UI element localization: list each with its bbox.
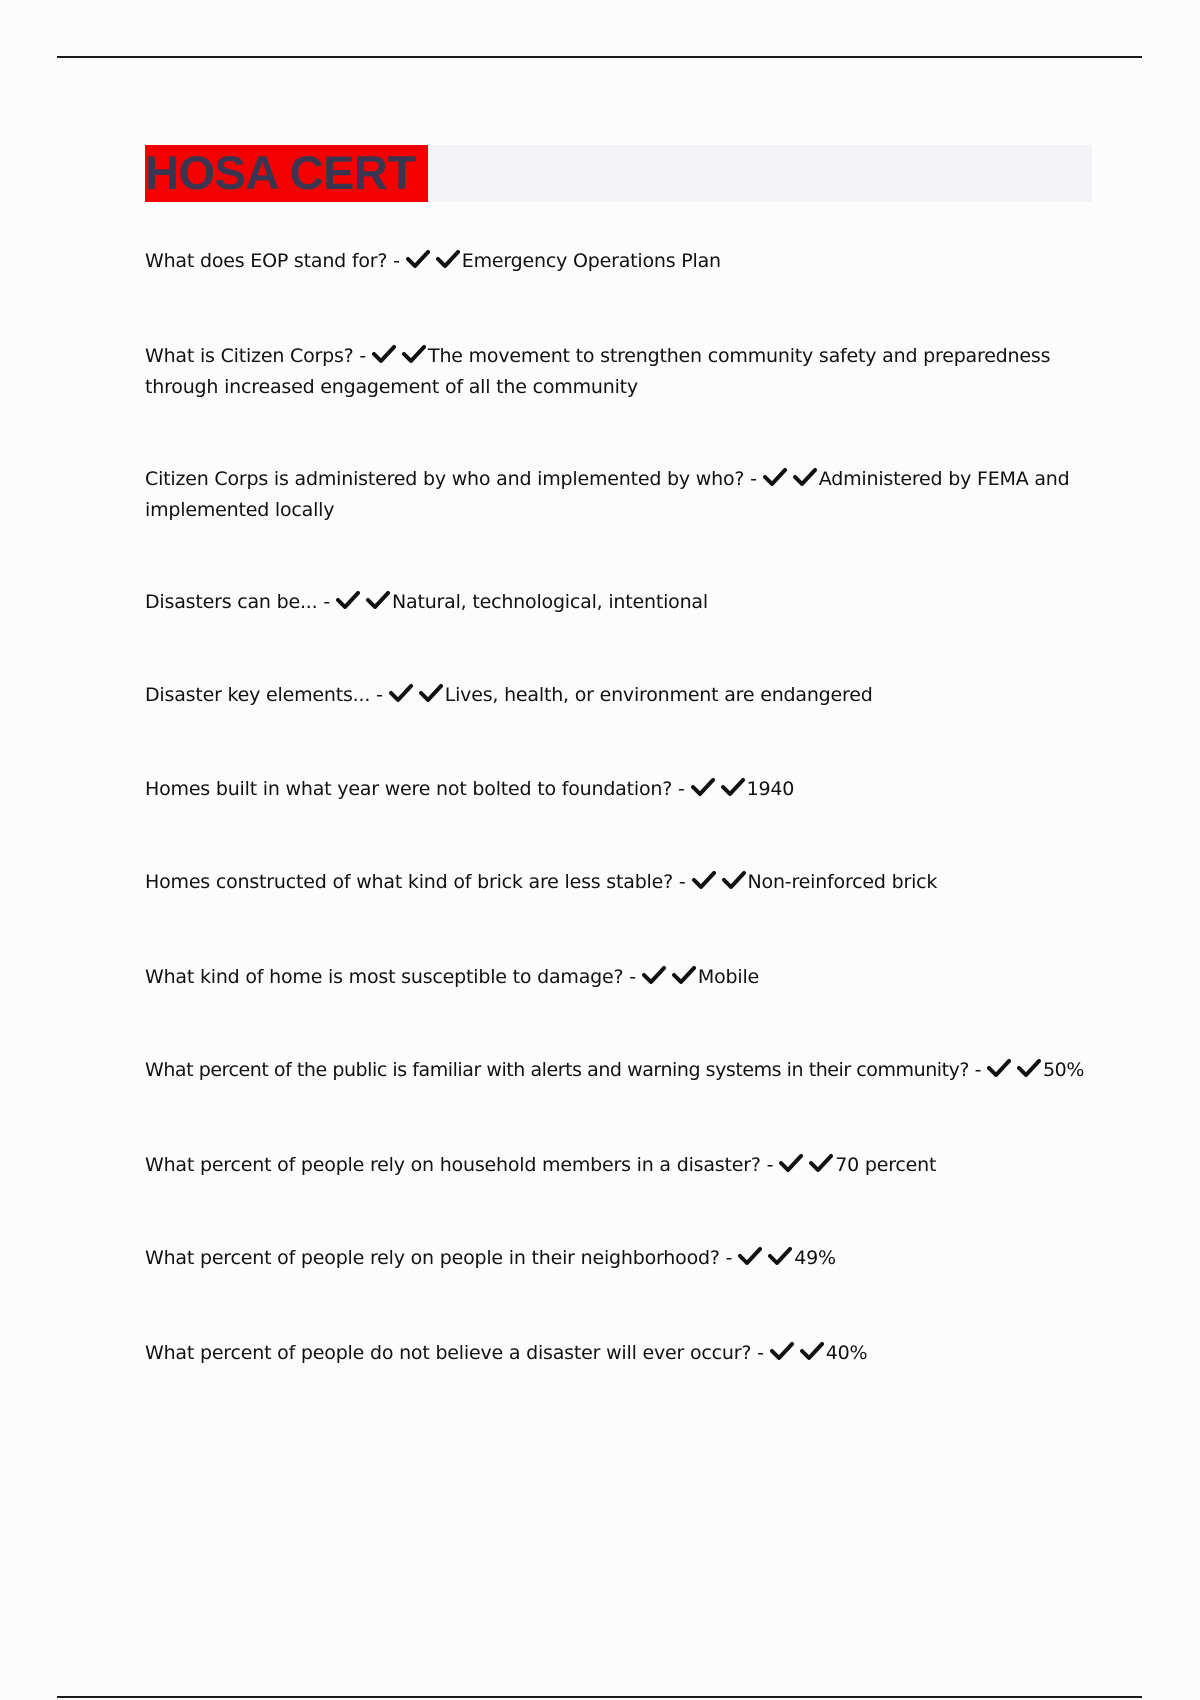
question: Citizen Corps is administered by who and implemented by who? [145,468,745,490]
separator: - [323,591,330,613]
top-rule [57,56,1142,58]
check-icon [402,344,426,364]
separator: - [725,1247,733,1269]
check-icon [419,683,443,703]
question: What percent of people rely on people in their neighborhood? [145,1247,720,1269]
check-icon [779,1153,803,1173]
check-icon [770,1341,794,1361]
answer: 1940 [746,778,795,800]
answer: Natural, technological, intentional [391,591,708,613]
check-icon [672,965,696,985]
qa-item-5 [145,680,1085,711]
qa-item-1 [145,246,1085,277]
question: What kind of home is most susceptible to damage? [145,966,624,988]
separator: - [974,1059,982,1081]
check-icon [722,870,746,890]
qa-item-4 [145,587,1085,618]
check-icon [389,683,413,703]
answer: 70 percent [835,1154,937,1176]
check-icon [436,249,460,269]
question: Disaster key elements... [145,684,371,706]
check-icon [692,870,716,890]
answer: Lives, health, or environment are endangered [444,684,873,706]
answer: 40% [825,1342,868,1364]
answer: Emergency Operations Plan [461,250,721,272]
separator: - [359,345,367,367]
answer: Non-reinforced brick [747,871,938,893]
question: What is Citizen Corps? [145,345,354,367]
check-icon [800,1341,824,1361]
question: What percent of people do not believe a disaster will ever occur? [145,1342,752,1364]
check-icon [366,590,390,610]
qa-item-9 [145,1055,1145,1086]
separator: - [677,778,685,800]
check-icon [372,344,396,364]
separator: - [629,966,636,988]
qa-item-7 [145,867,1085,898]
qa-item-10 [145,1150,1085,1181]
qa-item-11 [145,1243,1085,1274]
question: Disasters can be... [145,591,318,613]
question: Homes constructed of what kind of brick are less stable? [145,871,674,893]
answer: The movement to strengthen community safety and preparedness through increased engagement of all the community [145,345,1051,398]
check-icon [763,467,787,487]
check-icon [809,1153,833,1173]
check-icon [768,1246,792,1266]
answer: Administered by FEMA and implemented locally [145,468,1070,521]
bottom-rule [57,1696,1142,1698]
qa-item-3 [145,464,1085,526]
question: Homes built in what year were not bolted to foundation? [145,778,673,800]
answer: 50% [1043,1059,1084,1081]
check-icon [1017,1058,1041,1078]
separator: - [757,1342,764,1364]
check-icon [406,249,430,269]
check-icon [642,965,666,985]
question: What percent of people rely on household members in a disaster? [145,1154,761,1176]
check-icon [987,1058,1011,1078]
check-icon [336,590,360,610]
check-icon [691,777,715,797]
separator: - [393,250,400,272]
question: What percent of the public is familiar with alerts and warning systems in their community? [145,1059,970,1081]
page-title: HOSA CERT [145,146,416,199]
check-icon [738,1246,762,1266]
title-highlight [145,145,428,202]
separator: - [750,468,757,490]
qa-item-8 [145,962,1085,993]
answer: Mobile [697,966,760,988]
qa-item-2 [145,341,1085,403]
separator: - [376,684,383,706]
qa-item-6 [145,774,1085,805]
check-icon [793,467,817,487]
check-icon [721,777,745,797]
separator: - [766,1154,774,1176]
separator: - [678,871,686,893]
qa-item-12 [145,1338,1085,1369]
answer: 49% [794,1247,836,1269]
question: What does EOP stand for? [145,250,388,272]
